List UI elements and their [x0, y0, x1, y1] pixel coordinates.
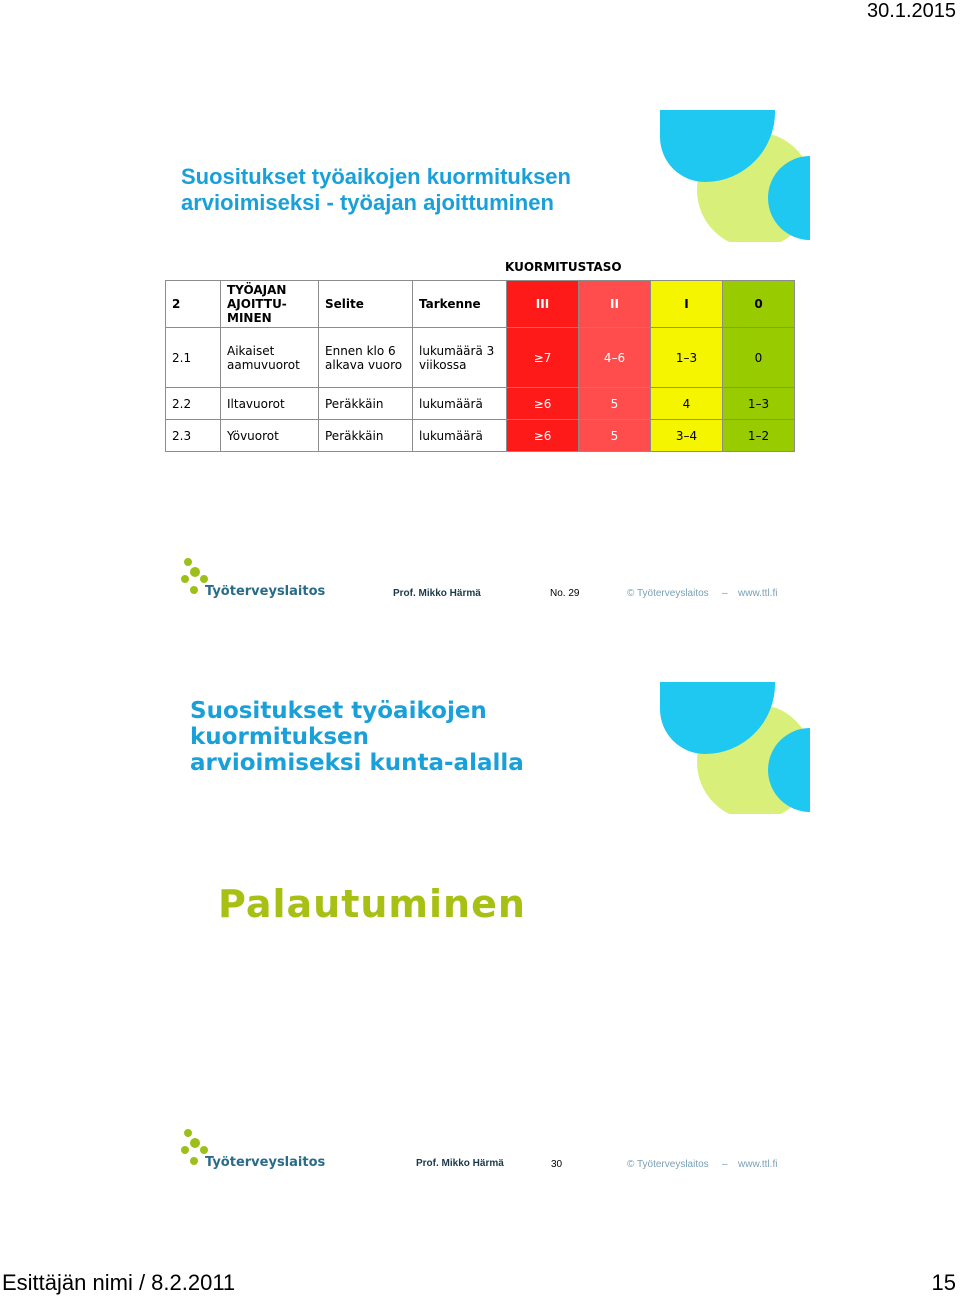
slide-29 — [160, 110, 810, 610]
table-cell: ≥6 — [507, 388, 579, 420]
table-cell: 0 — [723, 328, 795, 388]
slide-number: 30 — [551, 1159, 563, 1170]
table-cell: 3–4 — [651, 420, 723, 452]
table-cell: Yövuorot — [221, 420, 319, 452]
table-cell: 5 — [579, 388, 651, 420]
work-time-table — [165, 280, 795, 452]
table-cell: 4–6 — [579, 328, 651, 388]
decorative-circles-graphic — [660, 682, 810, 814]
footer-url[interactable]: www.ttl.fi — [738, 588, 778, 599]
table-header-row — [166, 281, 795, 328]
table-cell: 4 — [651, 388, 723, 420]
presenter-name: Prof. Mikko Härmä — [416, 1158, 504, 1169]
decorative-circles-graphic — [660, 110, 810, 242]
footer-url[interactable]: www.ttl.fi — [738, 1159, 778, 1170]
table-cell: 1–2 — [723, 420, 795, 452]
table-cell: Peräkkäin — [319, 420, 413, 452]
table-row — [166, 388, 795, 420]
copyright: © Työterveyslaitos — [627, 1159, 709, 1170]
logo-text: Työterveyslaitos — [205, 584, 326, 599]
table-cell: Ennen klo 6 alkava vuoro — [319, 328, 413, 388]
table-cell: ≥7 — [507, 328, 579, 388]
copyright: © Työterveyslaitos — [627, 588, 709, 599]
table-cell: 5 — [579, 420, 651, 452]
table-cell: Peräkkäin — [319, 388, 413, 420]
table-cell: 1–3 — [723, 388, 795, 420]
slide-title — [181, 164, 601, 216]
table-cell: lukumäärä 3 viikossa — [413, 328, 507, 388]
slide-number: No. 29 — [550, 588, 580, 599]
table-header-cell: Selite — [319, 281, 413, 328]
table-cell: Iltavuorot — [221, 388, 319, 420]
page-number: 15 — [931, 1270, 956, 1295]
page-date: 30.1.2015 — [867, 0, 956, 22]
page-footer-presenter-date: Esittäjän nimi / 8.2.2011 — [2, 1270, 236, 1295]
table-cell: ≥6 — [507, 420, 579, 452]
table-row — [166, 420, 795, 452]
presenter-name: Prof. Mikko Härmä — [393, 588, 481, 599]
table-row — [166, 328, 795, 388]
table-header-cell: TYÖAJAN AJOITTU-MINEN — [221, 281, 319, 328]
table-header-cell: III — [507, 281, 579, 328]
slide-title-line-2: arvioimiseksi kunta-alalla — [190, 750, 524, 776]
table-cell: 2.1 — [166, 328, 221, 388]
load-level-header: KUORMITUSTASO — [505, 260, 622, 274]
table-cell: Aikaiset aamuvuorot — [221, 328, 319, 388]
slide-title-line-1: Suositukset työaikojen kuormituksen — [181, 164, 571, 189]
table-header-cell: Tarkenne — [413, 281, 507, 328]
table-header-cell: 2 — [166, 281, 221, 328]
table-cell: lukumäärä — [413, 420, 507, 452]
slide-30 — [160, 682, 810, 1182]
table-cell: 2.3 — [166, 420, 221, 452]
footer-dash: – — [722, 588, 728, 599]
table-header-cell: 0 — [723, 281, 795, 328]
slide-title — [190, 698, 670, 776]
table-header-cell: II — [579, 281, 651, 328]
section-heading: Palautuminen — [218, 882, 526, 926]
logo-text: Työterveyslaitos — [205, 1155, 326, 1170]
footer-dash: – — [722, 1159, 728, 1170]
slide-title-line-2: arvioimiseksi - työajan ajoittuminen — [181, 190, 554, 215]
table-cell: lukumäärä — [413, 388, 507, 420]
table-header-cell: I — [651, 281, 723, 328]
table-cell: 1–3 — [651, 328, 723, 388]
table-cell: 2.2 — [166, 388, 221, 420]
slide-title-line-1: Suositukset työaikojen kuormituksen — [190, 698, 487, 750]
